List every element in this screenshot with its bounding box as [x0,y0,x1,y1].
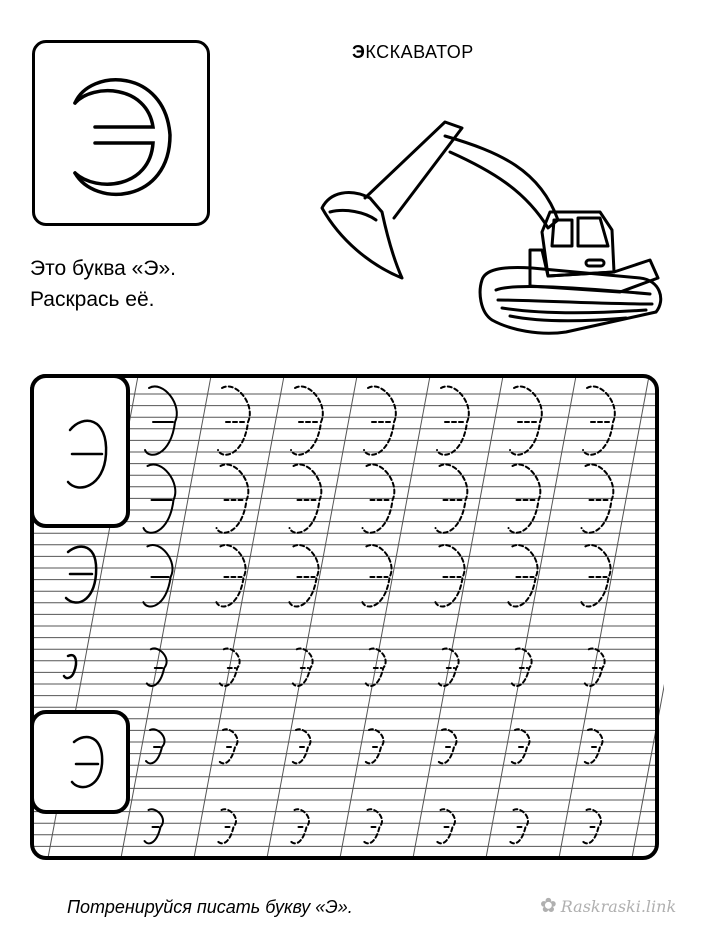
outlined-letter-e [35,43,213,229]
tracing-letter [365,729,384,763]
caption [30,253,176,315]
tracing-letter [508,545,537,606]
tracing-letter [438,729,457,763]
tracing-letter [218,386,250,454]
tracing-letter [584,729,603,763]
tracing-letter [289,545,318,606]
row4-start-letter [64,655,76,678]
sample-box-2 [32,712,128,812]
tracing-letter [216,545,245,606]
tracing-letter [291,386,323,454]
tracing-letter [291,809,310,843]
footer-instruction: Потренируйся писать букву «Э». [67,897,353,917]
word-title [352,42,474,63]
tracing-letter [362,545,391,606]
tracing-letter [437,809,456,843]
tracing-letter [145,386,177,454]
tracing-letter [145,809,164,843]
tracing-letter [585,648,605,686]
caption-line-2: Раскрась её. [30,288,155,311]
practice-grid [28,372,664,864]
flower-icon: ✿ [540,893,557,917]
tracing-letter [581,545,610,606]
tracing-letter [219,729,238,763]
tracing-letter [364,809,383,843]
tracing-letter [218,809,237,843]
slant-lines [48,376,664,858]
word-first-letter: Э [352,42,366,62]
tracing-letter [510,386,542,454]
tracing-letter [510,809,529,843]
excavator-picture [310,100,670,340]
row3-start-letter [66,547,96,603]
tracing-letter [293,648,313,686]
tracing-letter [512,648,532,686]
tracing-letters [143,386,614,843]
tracing-letter [147,648,167,686]
tracing-letter [220,648,240,686]
tracing-letter [439,648,459,686]
tracing-letter [437,386,469,454]
tracing-letter [583,809,602,843]
caption-line-1: Это буква «Э». [30,257,176,280]
tracing-letter [143,545,172,606]
tracing-letter [435,545,464,606]
tracing-letter [364,386,396,454]
tracing-letter [292,729,311,763]
tracing-letter [366,648,386,686]
tracing-letter [146,729,165,763]
letter-card [32,40,210,226]
watermark [540,893,676,917]
tracing-letter [583,386,615,454]
word-rest: КСКАВАТОР [365,42,474,62]
tracing-letter [511,729,530,763]
sample-box-1 [32,376,128,526]
slant-line [632,376,664,858]
watermark-text: Raskraski.link [560,897,677,916]
